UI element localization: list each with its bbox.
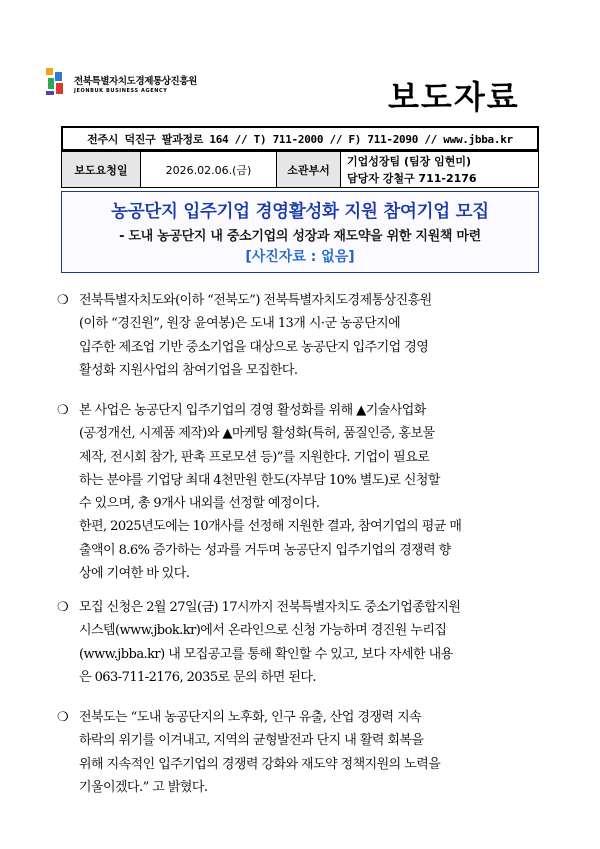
paragraph-line: 제작, 전시회 참가, 판촉 프로모션 등)”를 지원한다. 기업이 필요로: [79, 449, 430, 465]
department-team: 기업성장팀 (팀장 임현미): [347, 154, 471, 168]
paragraph-line: 한편, 2025년도에는 10개사를 선정해 지원한 결과, 참여기업의 평균 매: [79, 519, 462, 535]
paragraph-line: 모집 신청은 2월 27일(금) 17시까지 전북특별자치도 중소기업종합지원: [79, 600, 461, 615]
paragraph-line: 하는 분야를 기업당 최대 4천만원 한도(자부담 10% 별도)로 신청할: [79, 472, 440, 488]
agency-logo: [44, 66, 234, 100]
request-date-label: 보도요청일: [62, 152, 141, 188]
bullet-icon: ❍: [57, 600, 69, 615]
document-type-title: 보도자료: [388, 78, 520, 116]
paragraph-line: 입주한 제조업 기반 중소기업을 대상으로 농공단지 입주기업 경영: [79, 339, 429, 355]
paragraph-line: 은 063-711-2176, 2035로 문의 하면 된다.: [79, 669, 316, 685]
body-paragraph-4: [57, 706, 549, 799]
agency-logo-name-en: JEONBUK BUSINESS AGENCY: [74, 88, 168, 94]
paragraph-line: 시스템(www.jbok.kr)에서 온라인으로 신청 가능하며 경진원 누리집: [79, 623, 447, 639]
photo-note: [사진자료 : 없음]: [245, 249, 355, 265]
paragraph-line: 출액이 8.6% 증가하는 성과를 거두며 농공단지 입주기업의 경쟁력 향: [79, 542, 451, 558]
paragraph-line: 상에 기여한 바 있다.: [79, 566, 190, 582]
paragraph-line: 기울이겠다.” 고 밝혔다.: [79, 779, 208, 795]
headline-box: [61, 191, 539, 273]
body-paragraph-1: [57, 289, 549, 382]
bullet-icon: ❍: [57, 293, 69, 308]
headline-title: 농공단지 입주기업 경영활성화 지원 참여기업 모집: [111, 202, 489, 222]
department-info: [341, 152, 539, 188]
bullet-icon: ❍: [57, 710, 69, 725]
bullet-icon: ❍: [57, 403, 69, 418]
paragraph-line: 하락의 위기를 이겨내고, 지역의 균형발전과 단지 내 활력 회복을: [79, 733, 424, 749]
paragraph-line: 본 사업은 농공단지 입주기업의 경영 활성화를 위해 ▲기술사업화: [79, 403, 426, 418]
agency-logo-name-ko: 전북특별자치도경제통상진흥원: [74, 76, 197, 87]
paragraph-line: 위해 지속적인 입주기업의 경쟁력 강화와 재도약 정책지원의 노력을: [79, 756, 441, 772]
paragraph-line: 전북특별자치도와(이하 “전북도”) 전북특별자치도경제통상진흥원: [79, 293, 432, 308]
paragraph-line: (www.jbba.kr) 내 모집공고를 통해 확인할 수 있고, 보다 자세한 내용: [79, 646, 453, 662]
headline-subtitle: - 도내 농공단지 내 중소기업의 성장과 재도약을 위한 지원책 마련: [119, 229, 481, 244]
release-meta-table: [61, 151, 539, 188]
contact-line: 전주시 덕진구 팔과정로 164 // T) 711-2000 // F) 711-2090 // www.jbba.kr: [61, 126, 539, 151]
paragraph-line: 활성화 지원사업의 참여기업을 모집한다.: [79, 362, 298, 378]
agency-logo-mark-icon: [44, 66, 68, 98]
request-date-value: 2026.02.06.(금): [141, 152, 277, 188]
paragraph-line: 전북도는 “도내 농공단지의 노후화, 인구 유출, 산업 경쟁력 지속: [79, 710, 422, 725]
department-contact: 담당자 강철구 711-2176: [347, 171, 477, 185]
body-paragraph-2: [57, 399, 549, 585]
paragraph-line: (공정개선, 시제품 제작)와 ▲마케팅 활성화(특허, 품질인증, 홍보물: [79, 426, 435, 442]
paragraph-line: 수 있으며, 총 9개사 내외를 선정할 예정이다.: [79, 496, 320, 512]
department-label: 소관부서: [277, 152, 341, 188]
paragraph-line: (이하 “경진원”, 원장 윤여봉)은 도내 13개 시·군 농공단지에: [79, 316, 401, 332]
body-paragraph-3: [57, 596, 549, 689]
